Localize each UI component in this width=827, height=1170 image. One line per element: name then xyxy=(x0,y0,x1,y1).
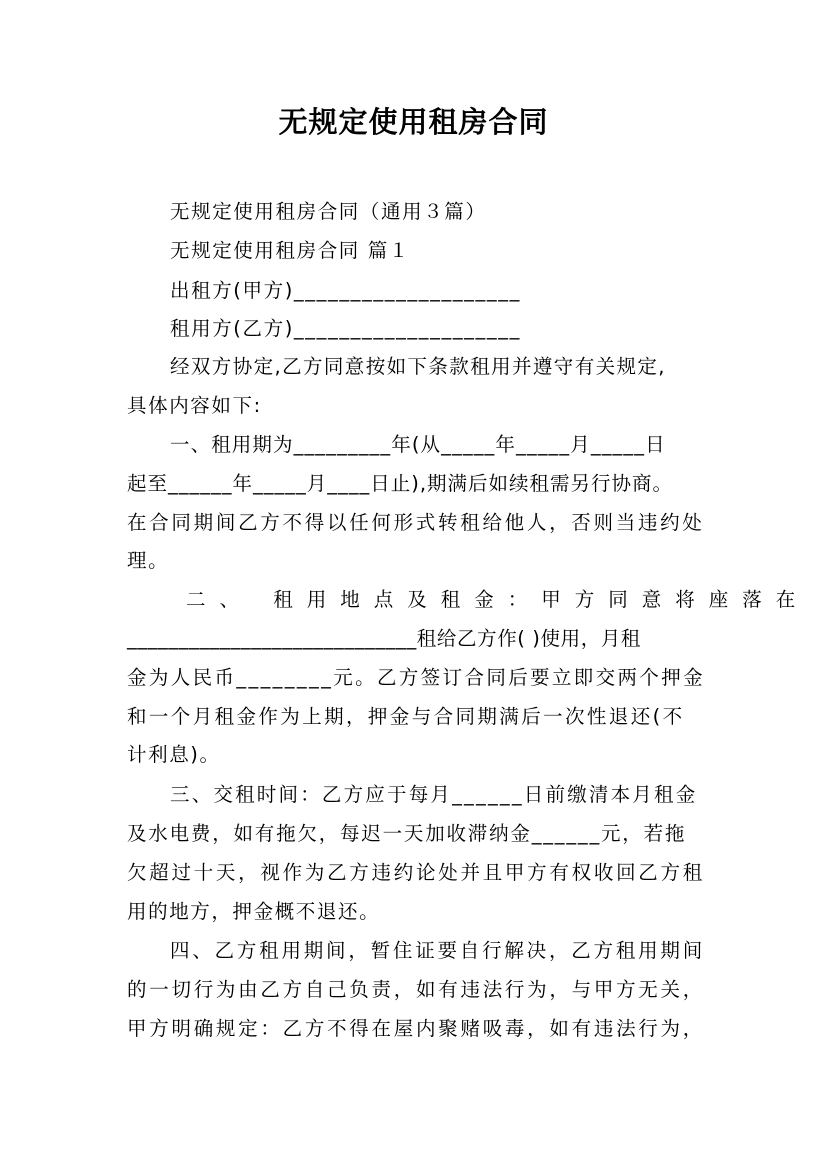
paragraph-line: 金为人民币________元。乙方签订合同后要立即交两个押金 xyxy=(127,666,705,689)
paragraph-line: 及水电费，如有拖欠，每迟一天加收滞纳金______元，若拖 xyxy=(127,822,687,845)
paragraph-line: 经双方协定,乙方同意按如下条款租用并遵守有关规定, xyxy=(170,355,666,378)
clause-two-heading xyxy=(186,588,810,611)
paragraph-line: 计利息)。 xyxy=(127,743,221,766)
subtitle-line: 无规定使用租房合同（通用３篇） xyxy=(170,200,487,223)
paragraph-line: 的一切行为由乙方自己负责，如有违法行为，与甲方无关， xyxy=(127,978,706,1001)
paragraph-line: 一、租用期为_________年(从_____年_____月_____日 xyxy=(170,433,666,456)
lessee-line: 租用方(乙方)____________________ xyxy=(170,317,521,340)
paragraph-line: 三、交租时间：乙方应于每月______日前缴清本月租金 xyxy=(170,783,698,806)
paragraph-line: 具体内容如下: xyxy=(127,394,262,417)
paragraph-line: 在合同期间乙方不得以任何形式转租给他人，否则当违约处 xyxy=(127,511,705,534)
section-heading-line: 无规定使用租房合同 篇１ xyxy=(170,239,410,262)
paragraph-line: 四、乙方租用期间，暂住证要自行解决，乙方租用期间 xyxy=(170,939,706,962)
clause-two-text: 二、 租用地点及租金：甲方同意将座落在 xyxy=(186,588,810,611)
paragraph-line: 欠超过十天，视作为乙方违约论处并且甲方有权收回乙方租 xyxy=(127,861,706,884)
paragraph-line: 理。 xyxy=(127,549,170,572)
lessor-line: 出租方(甲方)____________________ xyxy=(170,279,521,302)
paragraph-line: 和一个月租金作为上期，押金与合同期满后一次性退还(不 xyxy=(127,705,685,728)
paragraph-line: 用的地方，押金概不退还。 xyxy=(127,900,381,923)
document-title: 无规定使用租房合同 xyxy=(278,105,549,139)
paragraph-line: ____________________________租给乙方作( )使用，月租 xyxy=(127,627,642,650)
paragraph-line: 甲方明确规定：乙方不得在屋内聚赌吸毒，如有违法行为， xyxy=(127,1017,706,1040)
paragraph-line: 起至______年_____月____日止),期满后如续租需另行协商。 xyxy=(127,472,674,495)
